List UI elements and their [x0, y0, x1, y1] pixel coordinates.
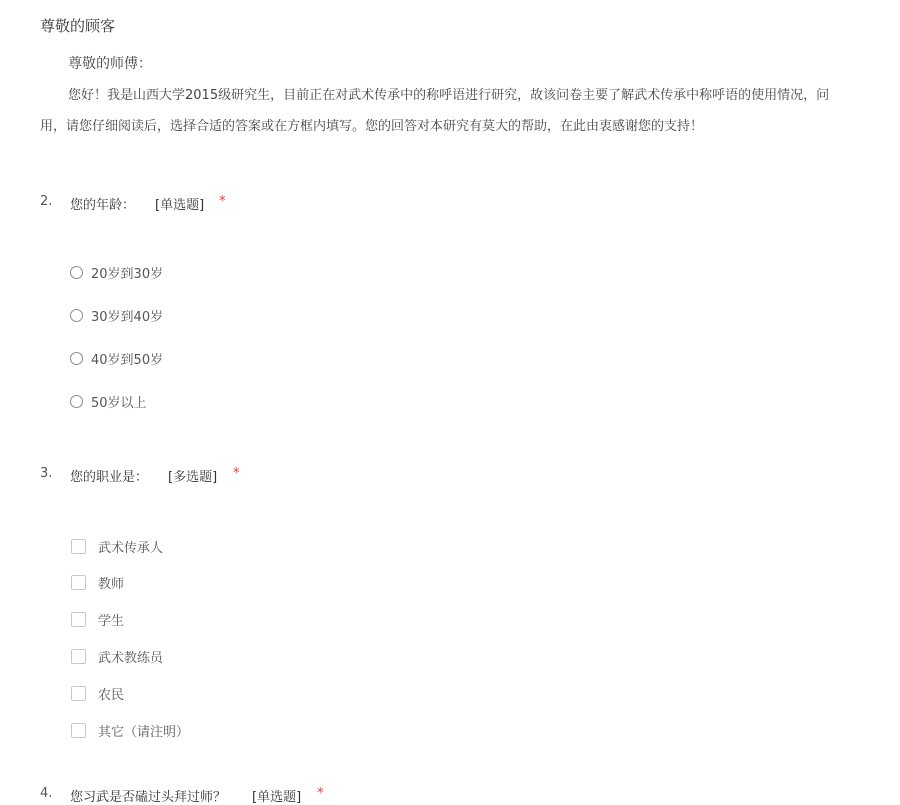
- question-text: 您习武是否磕过头拜过师？: [70, 790, 227, 805]
- option-label: 农民: [98, 687, 125, 703]
- question-type-badge: [单选题]: [155, 198, 205, 213]
- question-type-badge: [多选题]: [168, 470, 218, 485]
- question-number: 3.: [40, 466, 53, 481]
- radio-option-40-50[interactable]: [70, 348, 163, 368]
- checkbox-square-icon[interactable]: [71, 575, 86, 590]
- checkbox-option-martial-arts-inheritor[interactable]: [71, 536, 163, 556]
- option-label: 教师: [98, 576, 125, 592]
- checkbox-square-icon[interactable]: [71, 539, 86, 554]
- checkbox-square-icon[interactable]: [71, 723, 86, 738]
- checkbox-option-coach[interactable]: [71, 646, 163, 666]
- question-number: 4.: [40, 786, 53, 801]
- checkbox-square-icon[interactable]: [71, 612, 86, 627]
- radio-option-20-30[interactable]: [70, 262, 163, 282]
- question-text: 您的职业是：: [70, 470, 149, 485]
- checkbox-square-icon[interactable]: [71, 686, 86, 701]
- required-star: *: [219, 194, 226, 209]
- question-number: 2.: [40, 194, 53, 209]
- option-label: 学生: [98, 613, 125, 629]
- option-label: 20岁到30岁: [91, 266, 164, 282]
- checkbox-option-farmer[interactable]: [71, 683, 124, 703]
- option-label: 其它（请注明）: [98, 724, 190, 740]
- question-text: 您的年龄：: [70, 198, 136, 213]
- radio-circle-icon[interactable]: [70, 266, 83, 279]
- checkbox-option-student[interactable]: [71, 609, 124, 629]
- question-type-badge: [单选题]: [252, 790, 302, 805]
- intro-text-line-1: 您好！我是山西大学2015级研究生，目前正在对武术传承中的称呼语进行研究，故该问卷主要了解武术传承中称呼语的使用情况，问: [68, 88, 830, 103]
- intro-text-line-2: 用，请您仔细阅读后，选择合适的答案或在方框内填写。您的回答对本研究有莫大的帮助，在此由衷感谢您的支持！: [40, 119, 704, 134]
- radio-circle-icon[interactable]: [70, 309, 83, 322]
- greeting: 尊敬的师傅：: [68, 56, 152, 72]
- checkbox-option-other[interactable]: [71, 720, 189, 740]
- option-label: 50岁以上: [91, 395, 147, 411]
- radio-circle-icon[interactable]: [70, 352, 83, 365]
- required-star: *: [233, 466, 240, 481]
- radio-option-50-plus[interactable]: [70, 391, 147, 411]
- checkbox-square-icon[interactable]: [71, 649, 86, 664]
- option-label: 40岁到50岁: [91, 352, 164, 368]
- option-label: 30岁到40岁: [91, 309, 164, 325]
- required-star: *: [317, 786, 324, 801]
- option-label: 武术教练员: [98, 650, 164, 666]
- radio-option-30-40[interactable]: [70, 305, 163, 325]
- survey-title: 尊敬的顾客: [40, 17, 116, 35]
- option-label: 武术传承人: [98, 540, 164, 556]
- radio-circle-icon[interactable]: [70, 395, 83, 408]
- checkbox-option-teacher[interactable]: [71, 572, 124, 592]
